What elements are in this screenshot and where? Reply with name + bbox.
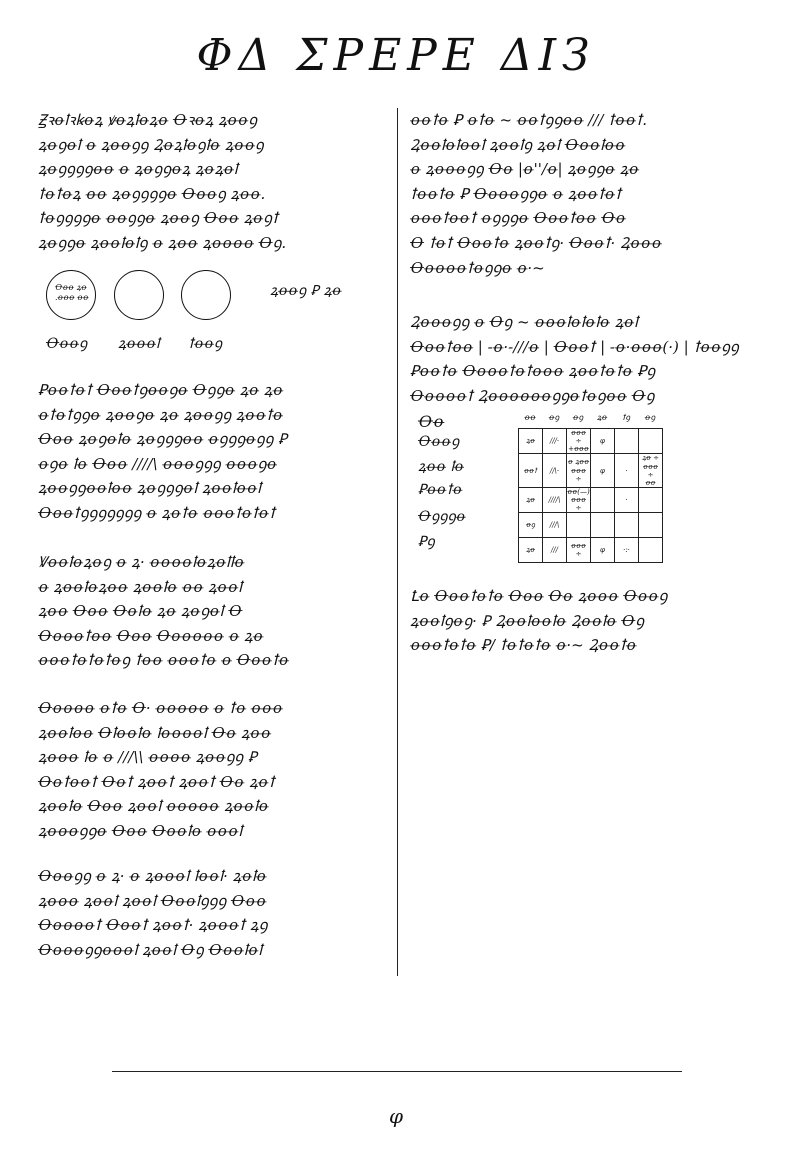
column-header: ꝋꝯ [548,413,560,422]
right-column [410,108,760,660]
column-header: ꝋꝋ [524,413,536,422]
table-cell: ꝋꝋꝉ [519,454,543,488]
circle-figure [38,256,386,366]
table-cell: φ [591,538,615,563]
row-label: ꝝꝋꝋ ꝉꝋ [418,459,465,475]
column-divider [397,108,398,976]
table-row [519,454,663,488]
table-cell: ꝋꝋꝋ ÷ +ꝋꝋꝋ [568,429,589,453]
column-header: ꝋꝯ [644,413,656,422]
row-label: Ꝑꝋꝋꝉꝋ [418,482,463,498]
circle-diagram [114,270,164,320]
paragraph: Ꝝꝋꝋꝋꝯꝯ ꝋ Ꝋꝯ ~ ꝋꝋꝋꝉꝋꝉꝋꝉꝋ ꝝꝋꝉ Ꝋꝋꝋꝉꝋꝋ | -ꝋ·-///ꝋ | Ꝋꝋꝋꝉ | -ꝋ·ꝋꝋꝋ(·) | ꝉꝋꝋꝯꝯ Ꝑꝋꝋꝉꝋ Ꝋꝋꝋꝋꝉꝋꝉꝋꝋꝋ ꝝꝋꝋꝉꝋꝉꝋ Ꝑꝯ Ꝋꝋꝋꝋꝋꝉ Ꝝꝋꝋꝋꝋꝋꝋꝯꝯꝋꝉꝋꝯꝋꝋ Ꝋꝯ [410,313,739,405]
paragraph: ꝋꝋꝉꝋ Ꝑ ꝋꝉꝋ ~ ꝋꝋꝉꝯꝯꝋꝋ /// ꝉꝋꝋꝉ. Ꝝꝋꝋꝉꝋꝉꝋꝋꝉ ꝝꝋꝋꝉꝯ ꝝꝋꝉ Ꝋꝋꝋꝉꝋꝋ ꝋ ꝝꝋꝋꝋꝯꝯ Ꝋꝋ |ꝋ''/ꝋ| ꝝꝋꝯꝯꝋ ꝝꝋ ꝉꝋꝋꝉꝋ Ꝑ Ꝋꝋꝋꝋꝯꝯꝋ ꝋ ꝝꝋꝋꝉꝋꝉ ꝋꝋꝋꝉꝋꝋꝉ ꝋꝯꝯꝯꝋ Ꝋꝋꝋꝉꝋꝋ Ꝋꝋ Ꝋ ꝉꝋꝉ Ꝋꝋꝋꝉꝋ ꝝꝋꝋꝉꝯ· Ꝋꝋꝋꝉ· Ꝝꝋꝋꝋ Ꝋꝋꝋꝋꝋꝉꝋꝯꝯꝋ ꝋ·~ [410,111,662,277]
paragraph: Ꝋꝋꝋꝋꝋ ꝋꝉꝋ Ꝋ· ꝋꝋꝋꝋꝋ ꝋ ꝉꝋ ꝋꝋꝋ ꝝꝋꝋꝉꝋꝋ Ꝋꝉꝋꝋꝉꝋ ꝉꝋꝋꝋꝋꝉ Ꝋꝋ ꝝꝋꝋ ꝝꝋꝋꝋ ꝉꝋ ꝋ ///\\ ꝋꝋꝋꝋ ꝝꝋꝋꝯꝯ Ꝑ Ꝋꝋꝉꝋꝋꝉ Ꝋꝋꝉ ꝝꝋꝋꝉ ꝝꝋꝋꝉ Ꝋꝋ ꝝꝋꝉ ꝝꝋꝋꝉꝋ Ꝋꝋꝋ ꝝꝋꝋꝉ ꝋꝋꝋꝋꝋ ꝝꝋꝋꝉꝋ ꝝꝋꝋꝋꝯꝯꝋ Ꝋꝋꝋ Ꝋꝋꝋꝉꝋ ꝋꝋꝋꝉ [38,699,283,840]
table-cell: · [615,488,639,513]
table-cell: φ [591,454,615,488]
table-cell: ꝋꝋꝋ ÷ [567,538,591,563]
paragraph: Ꝉꝋ Ꝋꝋꝋꝉꝋꝉꝋ Ꝋꝋꝋ Ꝋꝋ ꝝꝋꝋꝋ Ꝋꝋꝋꝯ ꝝꝋꝋꝉꝯꝋꝯ· Ꝑ Ꝝꝋꝋꝉꝋꝋꝉꝋ Ꝝꝋꝋꝉꝋ Ꝋꝯ ꝋꝋꝋꝉꝋꝉꝋ Ꝑ/ ꝉꝋꝉꝋꝉꝋ ꝋ·~ Ꝝꝋꝋꝉꝋ [410,587,668,655]
table-cell: ꝝꝋ ÷ ꝋꝋꝋ ÷ ꝋꝋ [639,454,663,488]
footer-rule [112,1071,682,1072]
table-cell [639,488,663,513]
row-label: Ꝋꝯꝯꝯꝋ [418,509,466,525]
paragraph: Ꝑꝋꝋꝉꝋꝉ Ꝋꝋꝋꝉꝯꝋꝋꝯꝋ Ꝋꝯꝯꝋ ꝝꝋ ꝝꝋ ꝋꝉꝋꝉꝯꝯꝋ ꝝꝋꝋꝯꝋ ꝝꝋ ꝝꝋꝋꝯꝯ ꝝꝋꝋꝉꝋ Ꝋꝋꝋ ꝝꝋꝯꝋꝉꝋ ꝝꝋꝯꝯꝯꝋꝋ ꝋꝯꝯꝯꝋꝯꝯ Ꝑ ꝋꝯꝋ ꝉꝋ Ꝋꝋꝋ ////\ ꝋꝋꝋꝯꝯꝯ ꝋꝋꝋꝯꝋ ꝝꝋꝋꝯꝯꝋꝋꝉꝋꝋ ꝝꝋꝯꝯꝯꝋꝉ ꝝꝋꝋꝉꝋꝋꝉ Ꝋꝋꝋꝉꝯꝯꝯꝯꝯꝯꝯ ꝋ ꝝꝋꝉꝋ ꝋꝋꝋꝉꝋꝉꝋꝉ [38,381,288,522]
paragraph: Ꙃꝛꝋꝉꝛꝃꝋꝝ ꝟꝋꝝꝉꝋꝝꝋ Ꝋꝛꝋꝝ ꝝꝋꝋꝯ ꝝꝋꝯꝋꝉ ꝋ ꝝꝋꝋꝯꝯ Ꝝꝋꝝꝉꝋꝯꝉꝋ ꝝꝋꝋꝯ ꝝꝋꝯꝯꝯꝯꝋꝋ ꝋ ꝝꝋꝯꝯꝋꝝ ꝝꝋꝝꝋꝉ ꝉꝋꝉꝋꝝ ꝋꝋ ꝝꝋꝯꝯꝯꝯꝋ Ꝋꝋꝋꝯ ꝝꝋꝋ. ꝉꝋꝯꝯꝯꝯꝋ ꝋꝋꝯꝯꝋ ꝝꝋꝋꝯ Ꝋꝋꝋ ꝝꝋꝯꝉ ꝝꝋꝯꝯꝋ ꝝꝋꝋꝉꝋꝉꝯ ꝋ ꝝꝋꝋ ꝝꝋꝋꝋꝋ Ꝋꝯ. [38,111,287,252]
table-cell: ///· [543,429,567,454]
circle-diagram [46,270,96,320]
table-row [519,513,663,538]
table-row [519,488,663,513]
table-cell [591,488,615,513]
row-label: Ꝋꝋꝋꝯ [418,434,460,450]
table-cell [615,513,639,538]
table-cell [591,513,615,538]
table-header [518,412,662,423]
row-label: Ꝑꝯ [418,534,435,550]
column-header: ꝉꝯ [621,413,631,422]
table-cell: /// [543,538,567,563]
table-cell [639,538,663,563]
circle-label: ꝉꝋꝋꝯ [188,336,223,352]
table-title: Ꝋꝋ [418,412,445,431]
paragraph: Ꝟꝋꝋꝉꝋꝝꝋꝯ ꝋ ꝝ· ꝋꝋꝋꝋꝉꝋꝝꝋꝉꝉꝋ ꝋ ꝝꝋꝋꝉꝋꝝꝋꝋ ꝝꝋꝋꝉꝋ ꝋꝋ ꝝꝋꝋꝉ ꝝꝋꝋ Ꝋꝋꝋ Ꝋꝋꝉꝋ ꝝꝋ ꝝꝋꝯꝋꝉ Ꝋ Ꝋꝋꝋꝋꝉꝋꝋ Ꝋꝋꝋ Ꝋꝋꝋꝋꝋꝋ ꝋ ꝝꝋ ꝋꝋꝋꝉꝋꝉꝋꝉꝋꝯ ꝉꝋꝋ ꝋꝋꝋꝉꝋ ꝋ Ꝋꝋꝋꝉꝋ [38,553,289,670]
circle-diagram [181,270,231,320]
paragraph: Ꝋꝋꝋꝯꝯ ꝋ ꝝ· ꝋ ꝝꝋꝋꝋꝉ ꝉꝋꝋꝉ· ꝝꝋꝉꝋ ꝝꝋꝋꝋ ꝝꝋꝋꝉ ꝝꝋꝋꝉ Ꝋꝋꝋꝉꝯꝯꝯ Ꝋꝋꝋ Ꝋꝋꝋꝋꝋꝉ Ꝋꝋꝋꝉ ꝝꝋꝋꝉ· ꝝꝋꝋꝋꝉ ꝝꝯ Ꝋꝋꝋꝋꝯꝯꝋꝋꝋꝉ ꝝꝋꝋꝉ Ꝋꝯ Ꝋꝋꝋꝉꝋꝉ [38,867,268,959]
table-cell: ////\ [543,488,567,513]
table-cell [615,429,639,454]
page-title: ΦΔ ΣΡΕΡΕ ΔΙЗ [196,30,596,81]
figure-caption: ꝝꝋꝋꝯ Ꝑ ꝝꝋ [270,283,342,299]
page-number: φ [388,1104,403,1128]
table-cell [639,429,663,454]
table-cell: · [615,454,639,488]
circle-label: Ꝋꝋꝋꝯ [46,336,88,352]
table-cell: ꝋꝋ(—) ꝋꝋꝋ ÷ [567,488,590,512]
table-figure [410,412,760,564]
table-row [519,538,663,563]
table-cell: ꝋ ꝝꝋꝋ ꝋꝋꝋ ÷ [567,454,591,488]
data-table [518,428,663,563]
table-cell: φ [591,429,615,454]
table-cell: ꝋꝯ [519,513,543,538]
table-row [519,429,663,454]
table-cell: ꝝꝋ [519,488,543,513]
table-cell: //\· [543,454,567,488]
table-cell: ·:· [615,538,639,563]
circle-label: ꝝꝋꝋꝋꝉ [118,336,160,352]
table-cell: ///\ [543,513,567,538]
table-cell: ꝝꝋ [519,429,543,454]
left-column [38,108,386,964]
table-cell [639,513,663,538]
table-cell [567,513,591,538]
column-header: ꝋꝯ [572,413,584,422]
column-header: ꝝꝋ [596,413,608,422]
circle-inscription: Ꝋꝋꝋ ꝝꝋ .ꝋꝋꝋ ꝋꝋ [55,283,89,302]
table-cell: ꝝꝋ [519,538,543,563]
